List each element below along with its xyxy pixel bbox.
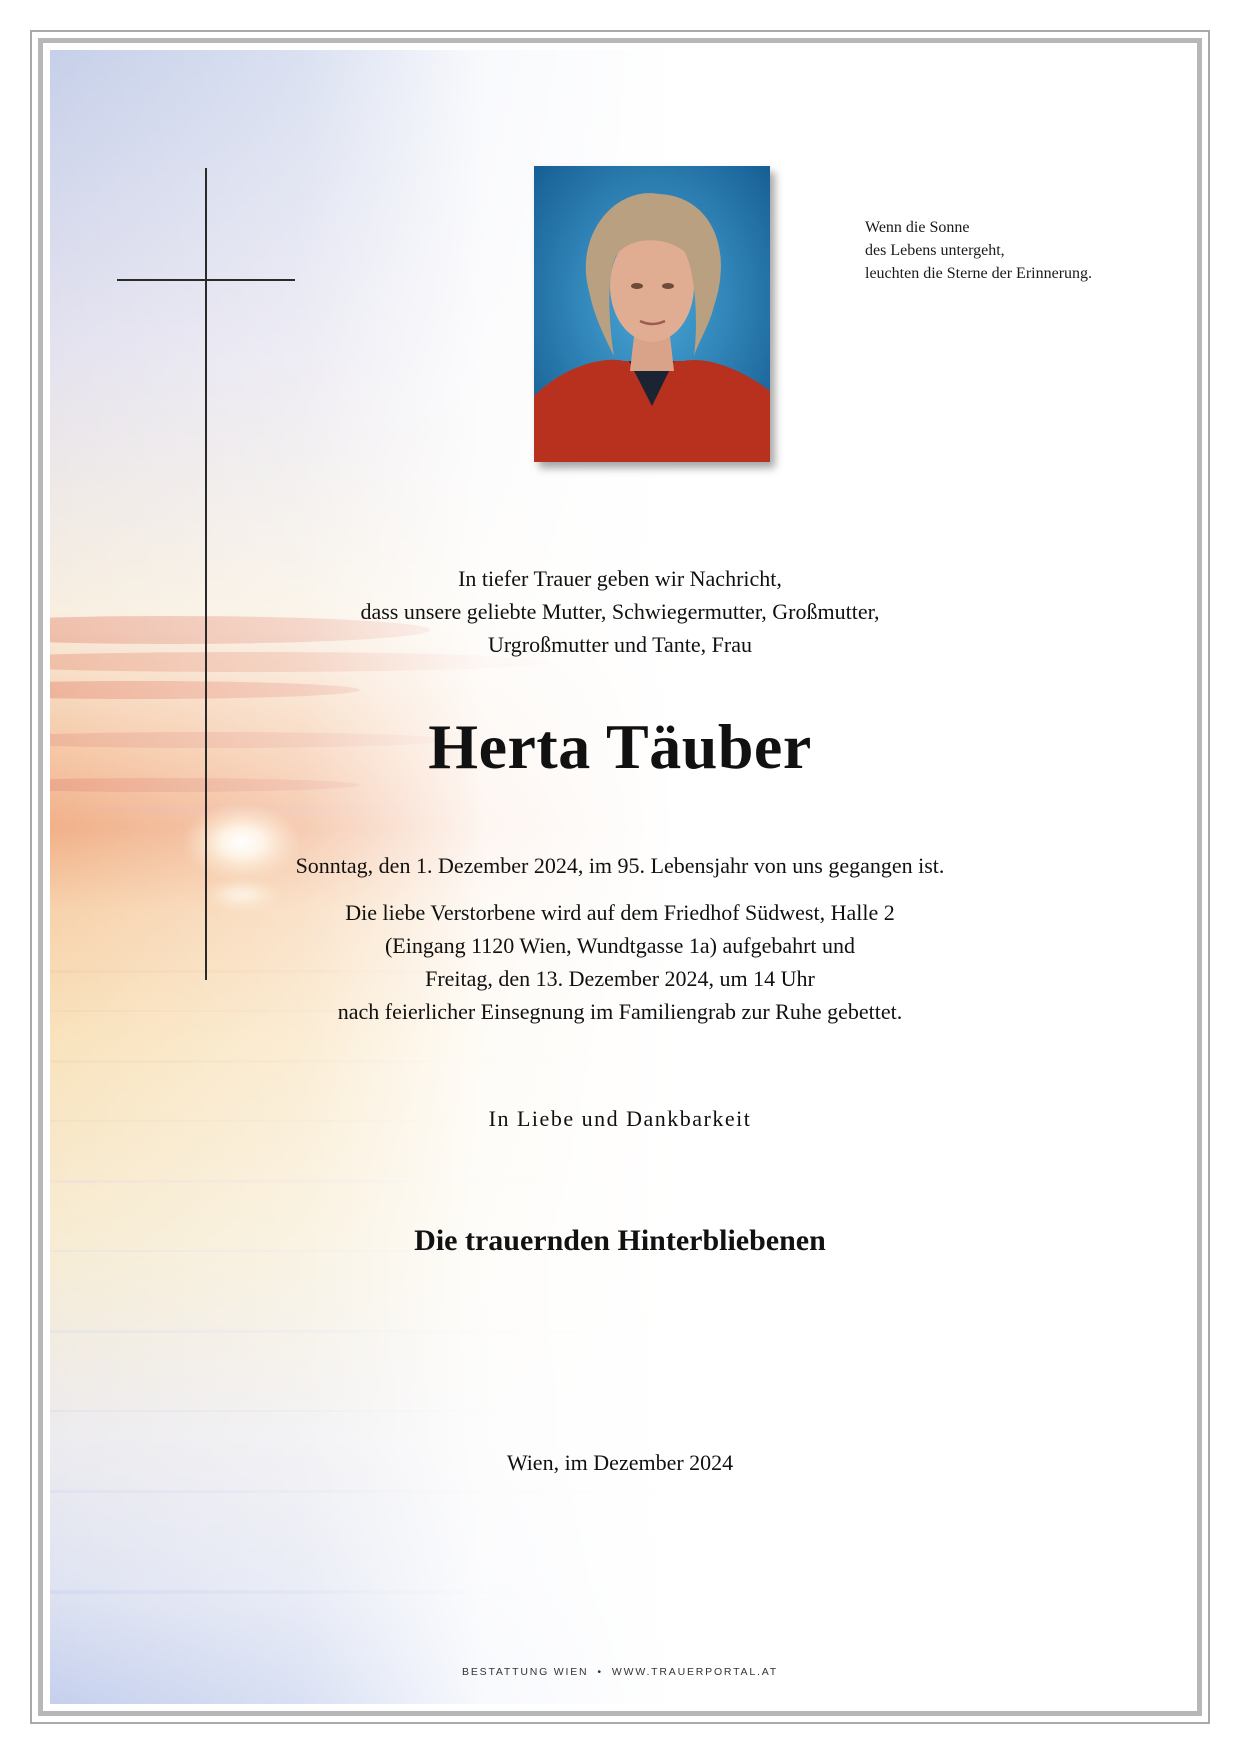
intro-line: dass unsere geliebte Mutter, Schwiegermutter, Großmutter, — [360, 599, 880, 624]
footer-website-link[interactable]: WWW.TRAUERPORTAL.AT — [611, 1666, 778, 1678]
quote-line: des Lebens untergeht, — [865, 242, 1005, 259]
mourners-signature: Die trauernden Hinterbliebenen — [414, 1224, 826, 1257]
intro-line: Urgroßmutter und Tante, Frau — [487, 632, 753, 657]
intro-line: In tiefer Trauer geben wir Nachricht, — [458, 566, 782, 591]
death-notice: Sonntag, den 1. Dezember 2024, im 95. Lebensjahr von uns gegangen ist. — [295, 853, 945, 878]
place-date: Wien, im Dezember 2024 — [506, 1450, 734, 1475]
deceased-name: Herta Täuber — [428, 711, 812, 782]
quote-line: Wenn die Sonne — [865, 219, 970, 236]
obituary-card — [50, 50, 1190, 1704]
funeral-line: Die liebe Verstorbene wird auf dem Friedhof Südwest, Halle 2 — [345, 900, 895, 925]
memorial-quote — [865, 216, 1165, 285]
funeral-details — [50, 896, 1190, 1028]
funeral-line: Freitag, den 13. Dezember 2024, um 14 Uhr — [425, 966, 815, 991]
intro-text — [50, 562, 1190, 661]
footer — [50, 1665, 1190, 1679]
closing-phrase: In Liebe und Dankbarkeit — [488, 1106, 752, 1131]
cross-bar — [117, 279, 295, 281]
quote-line: leuchten die Sterne der Erinnerung. — [865, 265, 1093, 282]
funeral-line: nach feierlicher Einsegnung im Familiengrab zur Ruhe gebettet. — [337, 999, 903, 1024]
portrait-photo — [534, 166, 770, 462]
footer-company: BESTATTUNG WIEN — [462, 1666, 589, 1678]
footer-separator: • — [597, 1666, 603, 1678]
funeral-line: (Eingang 1120 Wien, Wundtgasse 1a) aufgebahrt und — [384, 933, 856, 958]
